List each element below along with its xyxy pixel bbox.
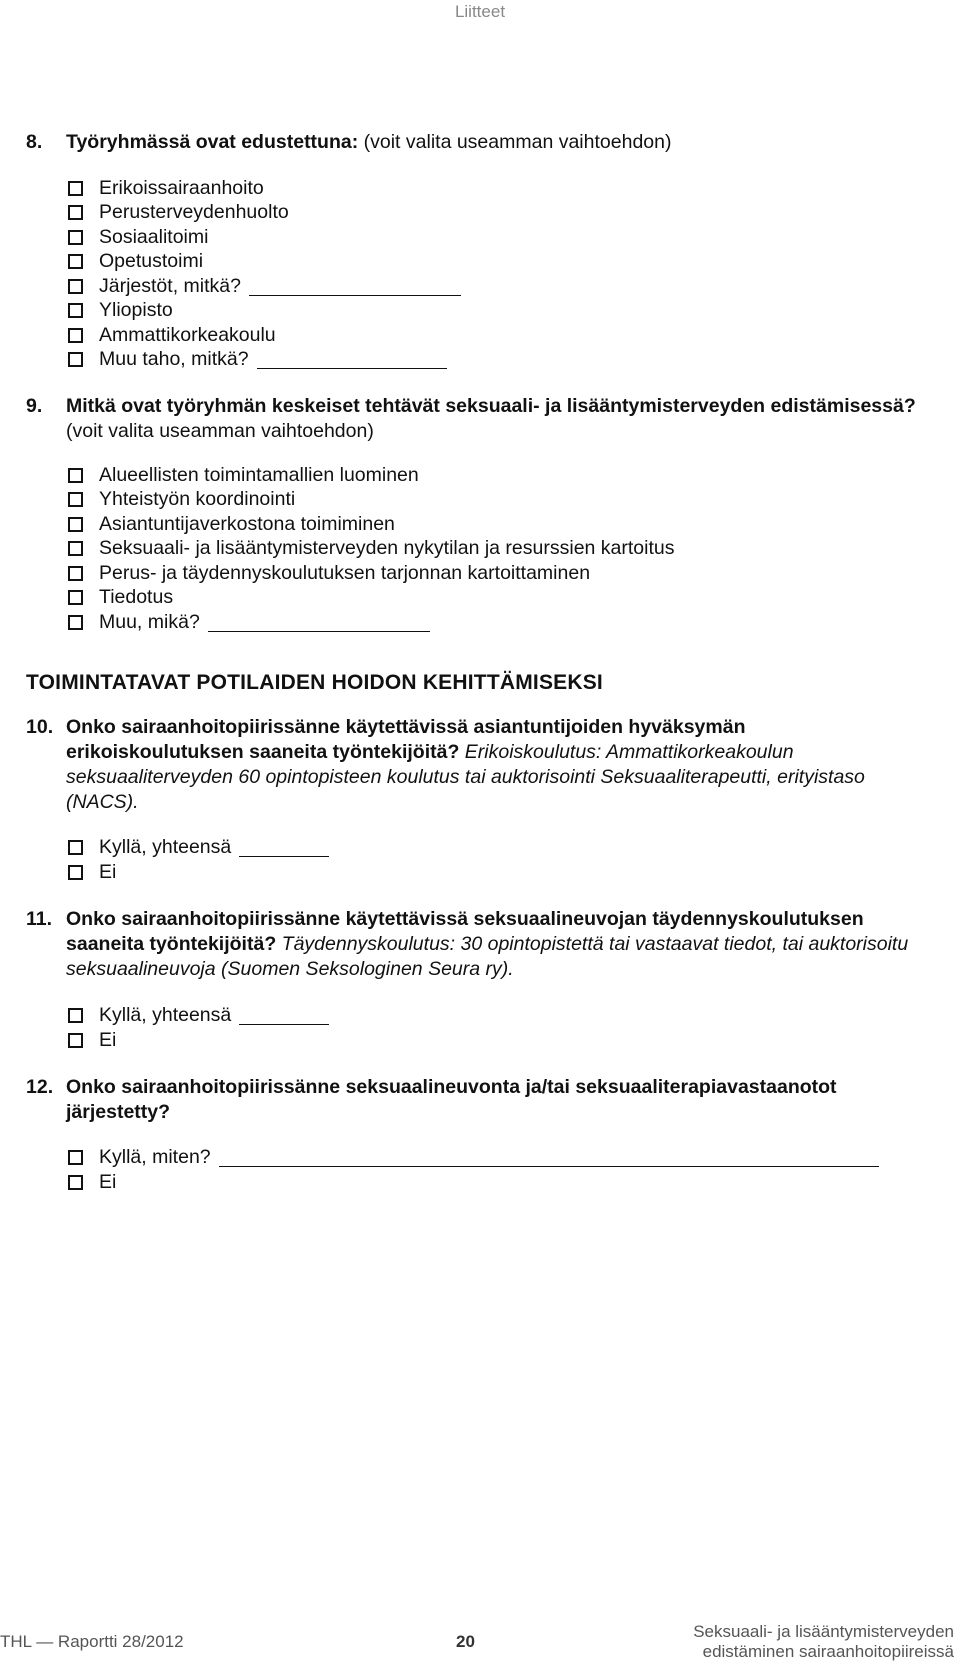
question-number: 10. (26, 715, 54, 738)
checkbox-icon[interactable] (68, 1008, 83, 1023)
answer-line[interactable] (219, 1148, 879, 1167)
answer-line[interactable] (249, 277, 461, 296)
option-muu[interactable]: Muu, mikä? (68, 610, 926, 635)
answer-line[interactable] (239, 838, 329, 857)
option-erikoissairaanhoito[interactable]: Erikoissairaanhoito (68, 176, 926, 201)
checkbox-icon[interactable] (68, 254, 83, 269)
checkbox-icon[interactable] (68, 328, 83, 343)
checkbox-icon[interactable] (68, 352, 83, 367)
footer-report: THL — Raportti 28/2012 (0, 1632, 184, 1651)
question-9 (26, 394, 926, 444)
options-q10 (26, 836, 926, 885)
question-8 (26, 130, 926, 155)
options-q11 (26, 1004, 926, 1053)
option-kartoitus[interactable]: Seksuaali- ja lisääntymisterveyden nykytilan ja resurssien kartoitus (68, 537, 926, 562)
question-12 (26, 1075, 926, 1125)
checkbox-icon[interactable] (68, 230, 83, 245)
answer-line[interactable] (208, 613, 430, 632)
checkbox-icon[interactable] (68, 865, 83, 880)
option-asiantuntijaverkosto[interactable]: Asiantuntijaverkostona toimiminen (68, 512, 926, 537)
question-11 (26, 907, 926, 982)
footer-title-line-1: Seksuaali- ja lisääntymisterveyden (693, 1622, 954, 1641)
footer-title-line-2: edistäminen sairaanhoitopiireissä (702, 1642, 954, 1661)
checkbox-icon[interactable] (68, 303, 83, 318)
question-10 (26, 715, 926, 815)
option-ei[interactable]: Ei (68, 860, 926, 885)
page-number: 20 (456, 1632, 475, 1651)
options-q12 (26, 1146, 926, 1195)
question-note: Täydennyskoulutus: 30 opintopistettä tai vastaavat tiedot, tai auktorisoitu seksuaalineuvoja (Suomen Seksologinen Seura ry). (66, 932, 909, 980)
page-header: Liitteet (454, 2, 506, 21)
section-title: TOIMINTATAVAT POTILAIDEN HOIDON KEHITTÄMISEKSI (26, 670, 603, 694)
option-koulutustarjonta[interactable]: Perus- ja täydennyskoulutuksen tarjonnan kartoittaminen (68, 561, 926, 586)
option-ei[interactable]: Ei (68, 1170, 926, 1195)
option-ei[interactable]: Ei (68, 1028, 926, 1053)
checkbox-icon[interactable] (68, 492, 83, 507)
option-koordinointi[interactable]: Yhteistyön koordinointi (68, 488, 926, 513)
question-note: (voit valita useamman vaihtoehdon) (66, 420, 374, 442)
question-note: Erikoiskoulutus: Ammattikorkeakoulun seksuaaliterveyden 60 opintopisteen koulutus tai auktorisointi Seksuaaliterapeutti, erityistaso (NACS). (66, 740, 865, 813)
question-note: (voit valita useamman vaihtoehdon) (358, 131, 672, 153)
option-opetustoimi[interactable]: Opetustoimi (68, 250, 926, 275)
checkbox-icon[interactable] (68, 1175, 83, 1190)
checkbox-icon[interactable] (68, 615, 83, 630)
option-tiedotus[interactable]: Tiedotus (68, 586, 926, 611)
option-toimintamallit[interactable]: Alueellisten toimintamallien luominen (68, 463, 926, 488)
question-number: 11. (26, 907, 53, 930)
question-title: Mitkä ovat työryhmän keskeiset tehtävät seksuaali- ja lisääntymisterveyden edistämisessä? (66, 395, 916, 417)
checkbox-icon[interactable] (68, 590, 83, 605)
option-sosiaalitoimi[interactable]: Sosiaalitoimi (68, 225, 926, 250)
option-kylla[interactable]: Kyllä, yhteensä (68, 1004, 926, 1029)
options-q9 (26, 463, 926, 635)
answer-line[interactable] (239, 1006, 329, 1025)
question-title: Onko sairaanhoitopiirissänne käytettävissä asiantuntijoiden hyväksymän erikoiskoulutuksen saaneita työntekijöitä? (66, 715, 746, 763)
checkbox-icon[interactable] (68, 279, 83, 294)
question-number: 8. (26, 131, 43, 153)
option-perusterveydenhuolto[interactable]: Perusterveydenhuolto (68, 201, 926, 226)
checkbox-icon[interactable] (68, 1150, 83, 1165)
question-title: Onko sairaanhoitopiirissänne käytettävissä seksuaalineuvojan täydennyskoulutuksen saaneita työntekijöitä? (66, 907, 864, 955)
option-kylla-miten[interactable]: Kyllä, miten? (68, 1146, 926, 1171)
checkbox-icon[interactable] (68, 1033, 83, 1048)
checkbox-icon[interactable] (68, 468, 83, 483)
option-muu-taho[interactable]: Muu taho, mitkä? (68, 348, 926, 373)
answer-line[interactable] (257, 350, 447, 369)
question-number: 9. (26, 395, 43, 417)
footer-title (693, 1622, 954, 1662)
option-kylla[interactable]: Kyllä, yhteensä (68, 836, 926, 861)
options-q8 (26, 176, 926, 372)
checkbox-icon[interactable] (68, 517, 83, 532)
checkbox-icon[interactable] (68, 541, 83, 556)
checkbox-icon[interactable] (68, 840, 83, 855)
questionnaire (26, 130, 926, 1195)
question-number: 12. (26, 1075, 54, 1098)
option-ammattikorkeakoulu[interactable]: Ammattikorkeakoulu (68, 323, 926, 348)
question-title: Onko sairaanhoitopiirissänne seksuaalineuvonta ja/tai seksuaaliterapiavastaanotot järjestetty? (66, 1075, 837, 1123)
question-title: Työryhmässä ovat edustettuna: (66, 131, 359, 153)
option-jarjestot[interactable]: Järjestöt, mitkä? (68, 274, 926, 299)
checkbox-icon[interactable] (68, 181, 83, 196)
option-yliopisto[interactable]: Yliopisto (68, 299, 926, 324)
checkbox-icon[interactable] (68, 566, 83, 581)
checkbox-icon[interactable] (68, 205, 83, 220)
